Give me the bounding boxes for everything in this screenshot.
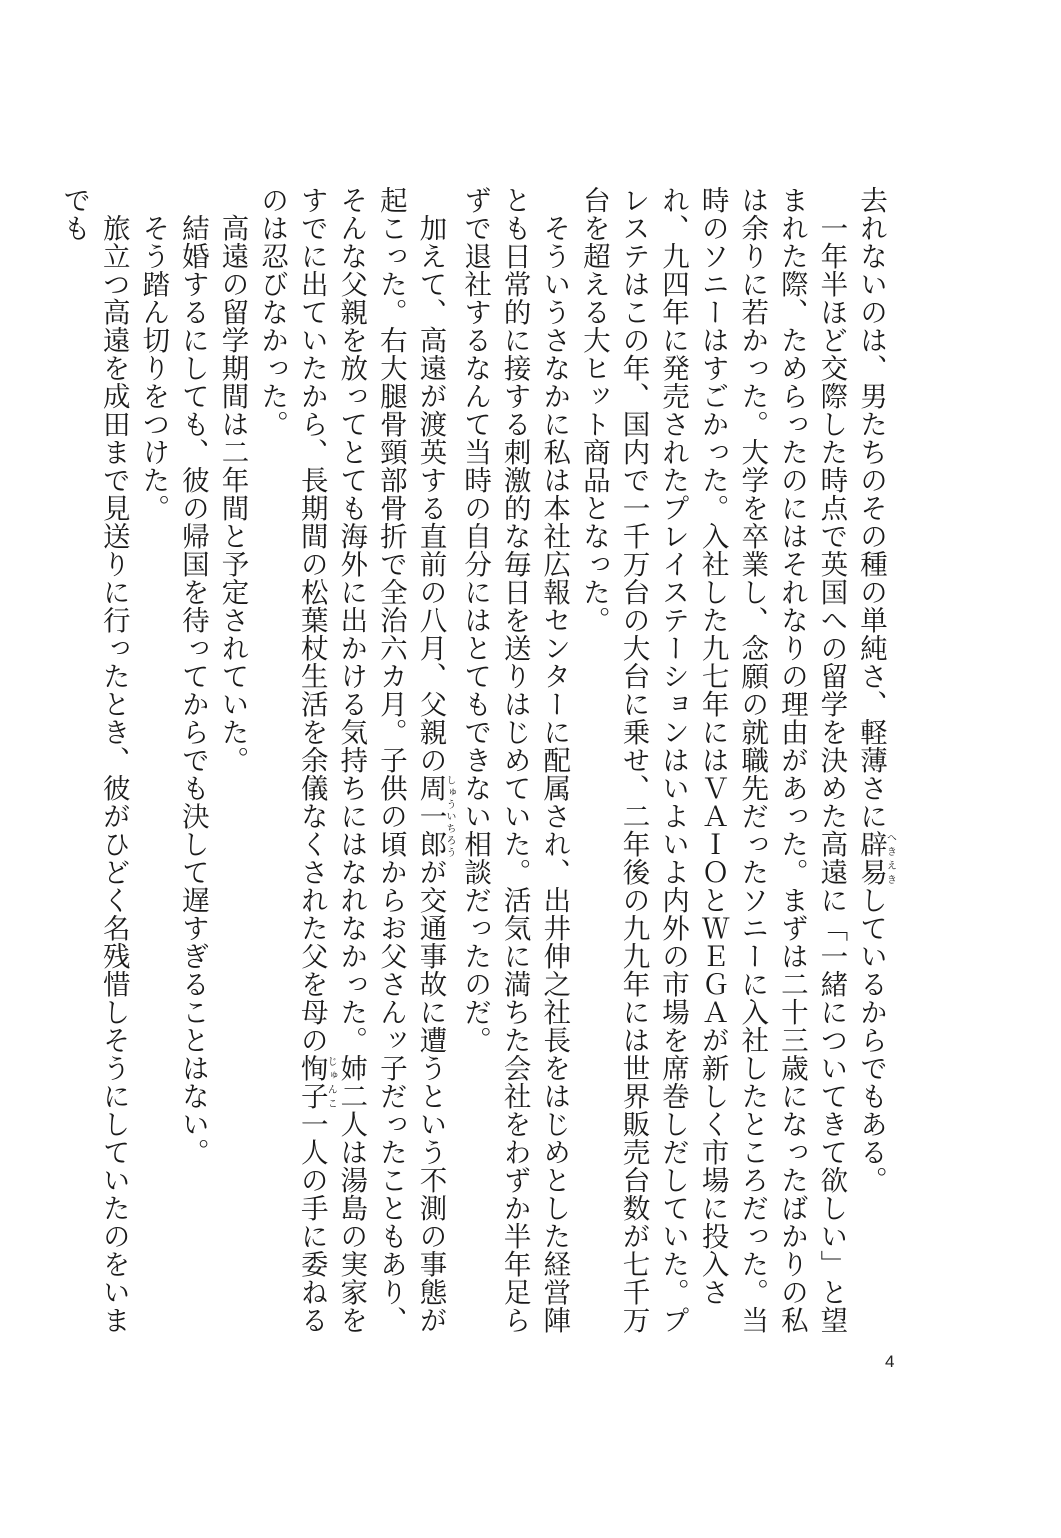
text-run: そういうさなかに私は本社広報センターに配属され、出井伸之社長をはじめとした経営陣とも日常的に接する刺激的な毎日を送りはじめていた。活気に満ちた会社をわずか半年足らずで退社するなんて当時の自分にはとてもできない相談だったのだ。 [459, 186, 571, 1334]
paragraph [850, 186, 895, 1336]
text-run: 旅立つ高遠を成田まで見送りに行ったとき、彼がひどく名残惜しそうにしていたのをいまでも [58, 186, 130, 1334]
text-run: 結婚するにしても、彼の帰国を待ってからでも決して遅すぎることはない。 [176, 213, 209, 1166]
paragraph [172, 186, 212, 1336]
vertical-text-body [58, 186, 896, 1336]
furigana-reading: じゅんこ [325, 1054, 337, 1110]
page-number: 4 [885, 1352, 895, 1371]
ruby-base: 周一郎 [414, 773, 447, 858]
ruby-annotated-word [295, 1054, 337, 1110]
text-run: 一年半ほど交際した時点で英国への留学を決めた高遠に「一緒についてきて欲しい」と望まれた際、ためらったのにはそれなりの理由があった。まずは二十三歳になったばかりの私は余りに若かった。大学を卒業し、念願の就職先だったソニーに入社したところだった。当時のソニーはすごかった。入社した九七年にはＶＡＩＯとＷＥＧＡが新しく市場に投入され、九四年に発売されたプレイステーションはいよいよ内外の市場を席巻しだしていた。プレステはこの年、国内で一千万台の大台に乗せ、二年後の九九年には世界販売台数が七千万台を超える大ヒット商品となった。 [577, 186, 848, 1334]
text-run: 加えて、高遠が渡英する直前の八月、父親の [414, 213, 447, 774]
ruby-base: 恂子 [295, 1054, 328, 1110]
text-run: が交通事故に遭うという不測の事態が起こった。右大腿骨頸部骨折で全治六カ月。子供の頃からお父さんッ子だったこともあり、そんな父親を放ってとても海外に出かける気持ちにはなれなかった。姉二人は湯島の実家をすでに出ていたから、長期間の松葉杖生活を余儀なくされた父を母の [295, 186, 447, 1334]
paragraph [454, 186, 573, 1336]
ruby-base: 辟易 [855, 830, 887, 886]
text-run: 一人の手に委ねるのは忍びなかった。 [256, 186, 328, 1334]
paragraph [573, 186, 850, 1336]
ruby-annotated-word [855, 830, 896, 886]
ruby-annotated-word [414, 773, 455, 858]
furigana-reading: へきえき [884, 830, 896, 886]
paragraph [133, 186, 173, 1336]
paragraph [212, 186, 252, 1336]
text-run: 高遠の留学期間は二年間と予定されていた。 [216, 213, 249, 774]
paragraph [54, 186, 133, 1336]
text-run: そう踏ん切りをつけた。 [137, 213, 170, 522]
paragraph [252, 186, 455, 1336]
text-run: しているからでもある。 [855, 886, 887, 1194]
text-run: 去れないのは、男たちのその種の単純さ、軽薄さに [855, 186, 887, 830]
furigana-reading: しゅういちろう [443, 773, 455, 858]
